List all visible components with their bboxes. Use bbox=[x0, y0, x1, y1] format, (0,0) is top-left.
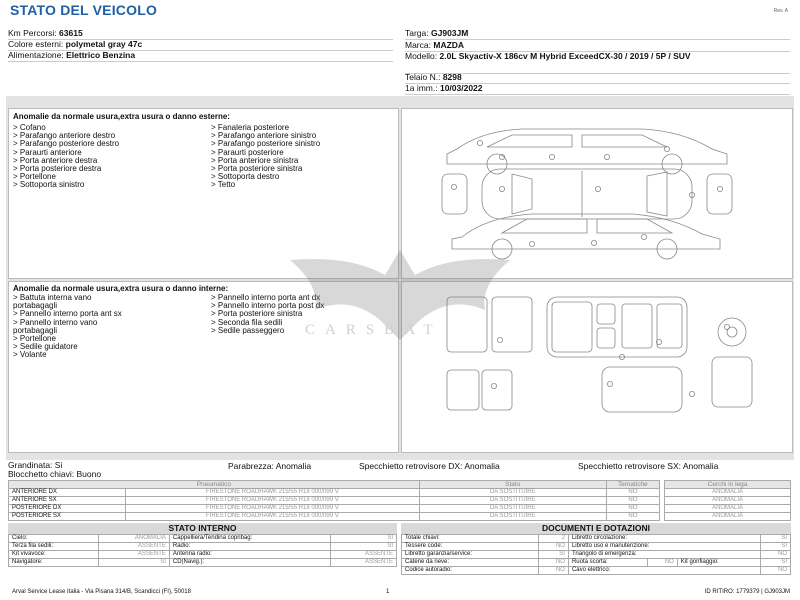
list-item: > Paraurti posteriore bbox=[211, 147, 284, 157]
damage-marker bbox=[549, 154, 554, 159]
external-damage-title: Anomalie da normale usura,extra usura o danno esterne: bbox=[13, 112, 230, 121]
field-value: NO bbox=[648, 559, 678, 567]
rim-state: ANOMALIA bbox=[665, 497, 791, 505]
rims-header: Cerchi in lega bbox=[665, 481, 791, 489]
field-label: Tessere code: bbox=[402, 543, 539, 551]
tyre-model: FIRESTONE ROADHAWK 215/55 R18 000/099 V bbox=[126, 505, 420, 513]
internal-damage-list-2 bbox=[211, 294, 324, 335]
tyre-issues: NO bbox=[606, 513, 659, 521]
list-item: > Porta posteriore sinistra bbox=[211, 164, 303, 174]
tyres-table bbox=[8, 480, 660, 521]
field-value: ASSENTE bbox=[98, 543, 169, 551]
field-label: Totale chiavi: bbox=[402, 535, 539, 543]
field-label: Libretto garanzia/service: bbox=[402, 551, 539, 559]
list-item: > Volante bbox=[13, 350, 47, 360]
windshield-status: Parabrezza: Anomalia bbox=[228, 461, 312, 471]
internal-damage-list-1 bbox=[13, 294, 122, 360]
table-row bbox=[402, 559, 791, 567]
field-label: Kit gonfiaggio: bbox=[677, 559, 761, 567]
field-label: Cavo elettrico: bbox=[568, 567, 760, 575]
list-item: > Parafango anteriore sinistro bbox=[211, 131, 317, 141]
field-value: ANOMALIA bbox=[98, 535, 169, 543]
door-panels bbox=[447, 297, 682, 412]
list-item: > Cofano bbox=[13, 123, 46, 132]
field-value: SI bbox=[761, 543, 791, 551]
damage-marker bbox=[595, 186, 600, 191]
table-row bbox=[9, 513, 660, 521]
damage-marker bbox=[591, 240, 596, 245]
tyre-model: FIRESTONE ROADHAWK 215/55 R18 000/099 V bbox=[126, 489, 420, 497]
damage-marker bbox=[689, 391, 694, 396]
list-item: > Sottoporta sinistro bbox=[13, 180, 85, 190]
table-row bbox=[9, 497, 660, 505]
table-row bbox=[9, 543, 397, 551]
tyres-header-issues: Tematiche bbox=[606, 481, 659, 489]
registration-row bbox=[405, 82, 790, 95]
table-row bbox=[402, 551, 791, 559]
rim-state: ANOMALIA bbox=[665, 505, 791, 513]
list-item: > Tetto bbox=[211, 180, 236, 190]
hail-status: Grandinata: Si bbox=[8, 460, 63, 470]
tyre-position: ANTERIORE SX bbox=[9, 497, 126, 505]
damage-marker bbox=[607, 381, 612, 386]
list-item: > Sedile guidatore bbox=[13, 342, 78, 352]
tyre-position: POSTERIORE SX bbox=[9, 513, 126, 521]
damage-marker bbox=[497, 337, 502, 342]
revision-label: Rev. A bbox=[773, 8, 788, 14]
list-item: > Parafango posteriore sinistro bbox=[211, 139, 321, 149]
footer-id: ID RITIRO: 1779379 | GJ903JM bbox=[704, 589, 790, 595]
internal-state-title: STATO INTERNO bbox=[8, 523, 397, 534]
mirror-right-status: Specchietto retrovisore DX: Anomalia bbox=[359, 461, 500, 471]
footer-page: 1 bbox=[386, 589, 390, 595]
watermark-brand: CARSBAT bbox=[305, 322, 443, 338]
internal-car-diagram bbox=[402, 282, 792, 452]
internal-diagram-panel bbox=[401, 281, 793, 453]
rims-table bbox=[664, 480, 791, 521]
table-row bbox=[665, 513, 791, 521]
steering-wheel bbox=[712, 318, 752, 407]
rim-state: ANOMALIA bbox=[665, 513, 791, 521]
brand-label: Marca: bbox=[405, 40, 431, 50]
damage-marker bbox=[724, 324, 729, 329]
damage-marker bbox=[604, 154, 609, 159]
damage-markers-internal bbox=[491, 324, 729, 396]
list-item: > Porta posteriore destra bbox=[13, 164, 102, 174]
tyre-model: FIRESTONE ROADHAWK 215/55 R18 000/099 V bbox=[126, 497, 420, 505]
table-row bbox=[9, 505, 660, 513]
field-label: Antenna radio: bbox=[169, 551, 331, 559]
list-item: > Porta posteriore sinistra bbox=[211, 309, 303, 319]
fuel-label: Alimentazione: bbox=[8, 50, 64, 60]
brand-value: MAZDA bbox=[433, 40, 465, 50]
table-row bbox=[665, 497, 791, 505]
table-row bbox=[9, 489, 660, 497]
documents-title: DOCUMENTI E DOTAZIONI bbox=[401, 523, 791, 534]
external-damage-list-2 bbox=[211, 124, 320, 190]
key-block-status: Blocchetto chiavi: Buono bbox=[8, 468, 102, 479]
field-value: NO bbox=[539, 559, 569, 567]
field-label: Ruota scorta: bbox=[568, 559, 647, 567]
damage-marker bbox=[641, 234, 646, 239]
tyres-header-state: Stato bbox=[419, 481, 606, 489]
table-row bbox=[402, 535, 791, 543]
tyre-model: FIRESTONE ROADHAWK 215/55 R18 000/099 V bbox=[126, 513, 420, 521]
field-value: NO bbox=[539, 543, 569, 551]
list-item: > Parafango anteriore destro bbox=[13, 131, 116, 141]
list-item: > Seconda fila sedili bbox=[211, 317, 283, 327]
field-value: NO bbox=[761, 551, 791, 559]
field-value: SI bbox=[331, 535, 397, 543]
list-item: > Porta anteriore sinistra bbox=[211, 155, 299, 165]
external-damage-list-1 bbox=[13, 124, 119, 190]
external-damage-panel bbox=[8, 108, 399, 279]
field-value: NO bbox=[761, 567, 791, 575]
tyre-issues: NO bbox=[606, 497, 659, 505]
internal-state-table bbox=[8, 534, 397, 567]
fuel-value: Elettrico Benzina bbox=[66, 50, 136, 60]
car-top-view bbox=[442, 169, 732, 219]
damage-marker bbox=[451, 184, 456, 189]
field-label: Radio: bbox=[169, 543, 331, 551]
damage-marker bbox=[529, 241, 534, 246]
plate-value: GJ903JM bbox=[431, 28, 469, 38]
color-value: polymetal gray 47c bbox=[65, 39, 143, 49]
field-value: SI bbox=[331, 543, 397, 551]
table-row bbox=[665, 505, 791, 513]
vin-value: 8298 bbox=[442, 72, 462, 82]
tyre-position: ANTERIORE DX bbox=[9, 489, 126, 497]
list-item: > Pannello interno vano bbox=[13, 317, 98, 327]
table-row bbox=[9, 535, 397, 543]
list-item: > Sottoporta destro bbox=[211, 172, 280, 182]
field-value: ASSENTE bbox=[331, 551, 397, 559]
table-row bbox=[402, 567, 791, 575]
field-label: Codice autoradio: bbox=[402, 567, 539, 575]
list-item: > Paraurti anteriore bbox=[13, 147, 82, 157]
external-diagram-panel bbox=[401, 108, 793, 279]
damage-marker bbox=[491, 383, 496, 388]
field-label: Terza fila sedili: bbox=[9, 543, 99, 551]
tyre-state: DA SOSTITUIRE bbox=[419, 497, 606, 505]
tyre-state: DA SOSTITUIRE bbox=[419, 489, 606, 497]
list-item: > Parafango posteriore destro bbox=[13, 139, 120, 149]
mirror-left-status: Specchietto retrovisore SX: Anomalia bbox=[578, 461, 719, 471]
list-item: > Battuta interna vano bbox=[13, 293, 92, 302]
footer-address: Arval Service Lease Italia - Via Pisana 314/B, Scandicci (FI), 50018 bbox=[12, 589, 191, 595]
list-item: portabagagli bbox=[13, 301, 58, 311]
registration-value: 10/03/2022 bbox=[439, 83, 483, 93]
interior-top-view bbox=[547, 297, 687, 357]
list-item: > Pannello interno porta ant sx bbox=[13, 309, 122, 319]
field-label: Navigatore: bbox=[9, 559, 99, 567]
damage-marker bbox=[477, 140, 482, 145]
summary-left bbox=[8, 461, 101, 478]
plate-label: Targa: bbox=[405, 28, 429, 38]
documents-table bbox=[401, 534, 791, 575]
tyre-state: DA SOSTITUIRE bbox=[419, 513, 606, 521]
field-label: Kit vivavoce: bbox=[9, 551, 99, 559]
field-label: Catene da neve: bbox=[402, 559, 539, 567]
table-row bbox=[402, 543, 791, 551]
field-label: Libretto circolazione: bbox=[568, 535, 760, 543]
list-item: > Portellone bbox=[13, 334, 56, 344]
field-label: Cappelliera/Tendina copribag: bbox=[169, 535, 331, 543]
field-value: ASSENTE bbox=[331, 559, 397, 567]
field-value: ASSENTE bbox=[98, 551, 169, 559]
km-label: Km Percorsi: bbox=[8, 28, 57, 38]
rim-state: ANOMALIA bbox=[665, 489, 791, 497]
damage-marker bbox=[499, 186, 504, 191]
car-side-view-top bbox=[447, 129, 727, 174]
list-item: > Fanaleria posteriore bbox=[211, 123, 290, 132]
internal-damage-panel bbox=[8, 281, 399, 453]
field-value: SI bbox=[761, 559, 791, 567]
model-value: 2.0L Skyactiv-X 186cv M Hybrid ExceedCX-30 / 2019 / 5P / SUV bbox=[439, 51, 691, 61]
table-row bbox=[665, 489, 791, 497]
field-value: NO bbox=[539, 567, 569, 575]
field-value: SI bbox=[761, 535, 791, 543]
km-value: 63615 bbox=[59, 28, 83, 38]
field-label: Cielo: bbox=[9, 535, 99, 543]
table-row bbox=[9, 551, 397, 559]
list-item: > Pannello interno porta ant dx bbox=[211, 293, 321, 302]
field-value: SI bbox=[98, 559, 169, 567]
list-item: > Porta anteriore destra bbox=[13, 155, 98, 165]
external-car-diagram bbox=[402, 109, 792, 278]
page-title: STATO DEL VEICOLO bbox=[10, 2, 158, 18]
field-value: SI bbox=[539, 551, 569, 559]
field-label: Triangolo di emergenza: bbox=[568, 551, 760, 559]
vin-label: Telaio N.: bbox=[405, 72, 441, 82]
field-label: CD(Navig.): bbox=[169, 559, 331, 567]
list-item: portabagagli bbox=[13, 325, 58, 335]
field-label: Libretto uso e manutenzione: bbox=[568, 543, 760, 551]
tyre-issues: NO bbox=[606, 505, 659, 513]
damage-marker bbox=[717, 186, 722, 191]
tyres-header-tyre: Pneumatico bbox=[9, 481, 420, 489]
list-item: > Portellone bbox=[13, 172, 56, 182]
model-label: Modello: bbox=[405, 51, 438, 61]
list-item: > Pannello interno porta post dx bbox=[211, 301, 325, 311]
tyre-position: POSTERIORE DX bbox=[9, 505, 126, 513]
tyre-state: DA SOSTITUIRE bbox=[419, 505, 606, 513]
color-label: Colore esterni: bbox=[8, 39, 64, 49]
field-value: 2 bbox=[539, 535, 569, 543]
car-side-view-bottom bbox=[452, 214, 720, 259]
internal-damage-title: Anomalie da normale usura,extra usura o danno interne: bbox=[13, 284, 229, 293]
tyre-issues: NO bbox=[606, 489, 659, 497]
list-item: > Sedile passeggero bbox=[211, 325, 285, 335]
fuel-row bbox=[8, 49, 393, 62]
registration-label: 1a imm.: bbox=[405, 83, 438, 93]
table-row bbox=[9, 559, 397, 567]
